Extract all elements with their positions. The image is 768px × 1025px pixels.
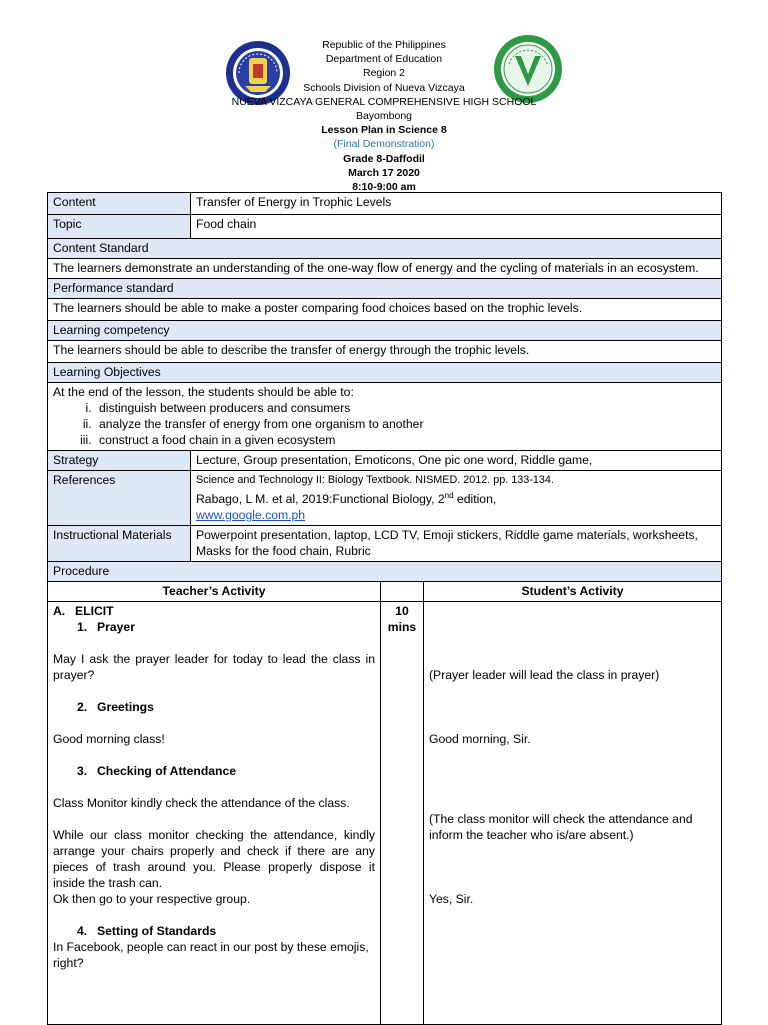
header-grade: Grade 8-Daffodil — [343, 152, 425, 165]
procedure-table — [47, 581, 722, 1025]
step1-label: Prayer — [97, 620, 135, 635]
header-time: 8:10-9:00 am — [352, 181, 416, 194]
lesson-info-table — [47, 192, 722, 582]
step-greetings-heading — [53, 699, 375, 715]
procedure-label: Procedure — [48, 562, 722, 582]
response-prayer: (Prayer leader will lead the class in prayer) — [429, 668, 660, 683]
reference-2-suffix: edition, — [453, 492, 497, 507]
instructional-materials-value: Powerpoint presentation, laptop, LCD TV, Emoji stickers, Riddle game materials, worksheets, Masks for the food chain, Rubric — [191, 526, 722, 562]
minutes-header-blank — [381, 582, 424, 602]
performance-standard-value: The learners should be able to make a poster comparing food choices based on the trophic levels. — [48, 299, 722, 321]
learning-objectives-cell — [48, 383, 722, 451]
performance-standard-label: Performance standard — [48, 279, 722, 299]
step-attendance-text-2: While our class monitor checking the attendance, kindly arrange your chairs properly and check if there are any pieces of trash around you. Please properly dispose it inside the trash can. — [53, 828, 375, 891]
teacher-activity-header: Teacher’s Activity — [48, 582, 381, 602]
learning-objectives-label: Learning Objectives — [48, 363, 722, 383]
reference-functional-biology — [196, 488, 716, 507]
step-prayer-heading — [53, 619, 375, 635]
step1-num: 1. — [77, 620, 88, 635]
references-label: References — [48, 471, 191, 526]
step-greetings-text: Good morning class! — [53, 732, 165, 747]
step-prayer-text: May I ask the prayer leader for today to lead the class in prayer? — [53, 652, 375, 683]
reference-google-link[interactable]: www.google.com.ph — [196, 508, 306, 523]
student-activity-header: Student’s Activity — [424, 582, 722, 602]
objective-item: ii. analyze the transfer of energy from one organism to another — [95, 416, 716, 432]
header-date: March 17 2020 — [348, 166, 420, 179]
content-value: Transfer of Energy in Trophic Levels — [191, 193, 722, 215]
step-attendance-text-3: Ok then go to your respective group. — [53, 892, 251, 907]
reference-2-sup: nd — [444, 491, 454, 500]
instructional-materials-label: Instructional Materials — [48, 526, 191, 562]
minutes-value: 10 — [395, 604, 409, 619]
header-lesson-plan-title: Lesson Plan in Science 8 — [321, 124, 447, 137]
content-standard-value: The learners demonstrate an understanding of the one-way flow of energy and the cycling of materials in an ecosystem. — [48, 259, 722, 279]
references-cell — [191, 471, 722, 526]
step4-label: Setting of Standards — [97, 924, 217, 939]
teacher-activity-cell — [48, 602, 381, 1025]
objectives-intro: At the end of the lesson, the students should be able to: — [53, 385, 354, 399]
reference-textbook: Science and Technology II: Biology Textbook. NISMED. 2012. pp. 133-134. — [196, 474, 554, 486]
elicit-heading — [53, 603, 375, 619]
step-attendance-heading — [53, 763, 375, 779]
response-greetings: Good morning, Sir. — [429, 732, 531, 747]
header-school: NUEVA VIZCAYA GENERAL COMPREHENSIVE HIGH SCHOOL — [231, 95, 537, 108]
header-region: Region 2 — [362, 67, 406, 80]
learning-competency-value: The learners should be able to describe the transfer of energy through the trophic levels. — [48, 341, 722, 363]
lesson-plan-document — [47, 192, 722, 1025]
step-standards-heading — [53, 923, 375, 939]
header-town: Bayombong — [355, 110, 413, 123]
objective-item: i. distinguish between producers and consumers — [95, 400, 716, 416]
topic-value: Food chain — [191, 215, 722, 239]
step2-label: Greetings — [97, 700, 154, 715]
response-attendance: (The class monitor will check the attendance and inform the teacher who is/are absent.) — [429, 812, 693, 843]
learning-competency-label: Learning competency — [48, 321, 722, 341]
content-standard-label: Content Standard — [48, 239, 722, 259]
step-attendance-text: Class Monitor kindly check the attendance of the class. — [53, 796, 350, 811]
content-label: Content — [48, 193, 191, 215]
document-header — [0, 38, 768, 194]
strategy-label: Strategy — [48, 451, 191, 471]
step-standards-text: In Facebook, people can react in our post by these emojis, right? — [53, 940, 369, 971]
minutes-cell — [381, 602, 424, 1025]
step3-num: 3. — [77, 764, 88, 779]
objective-item: iii. construct a food chain in a given ecosystem — [95, 432, 716, 448]
student-activity-cell — [424, 602, 722, 1025]
topic-label: Topic — [48, 215, 191, 239]
strategy-value: Lecture, Group presentation, Emoticons, One pic one word, Riddle game, — [191, 451, 722, 471]
step3-label: Checking of Attendance — [97, 764, 237, 779]
reference-2-prefix: Rabago, L M. et al, 2019:Functional Biology, 2 — [196, 492, 445, 507]
header-department: Department of Education — [325, 53, 443, 66]
header-demonstration: (Final Demonstration) — [333, 138, 435, 151]
elicit-letter: A. — [53, 604, 66, 619]
header-division: Schools Division of Nueva Vizcaya — [303, 81, 465, 94]
elicit-label: ELICIT — [75, 604, 114, 619]
step4-num: 4. — [77, 924, 88, 939]
step2-num: 2. — [77, 700, 88, 715]
objectives-list — [53, 400, 716, 448]
response-yes-sir: Yes, Sir. — [429, 892, 474, 907]
header-republic: Republic of the Philippines — [322, 39, 446, 51]
minutes-unit: mins — [387, 620, 417, 635]
